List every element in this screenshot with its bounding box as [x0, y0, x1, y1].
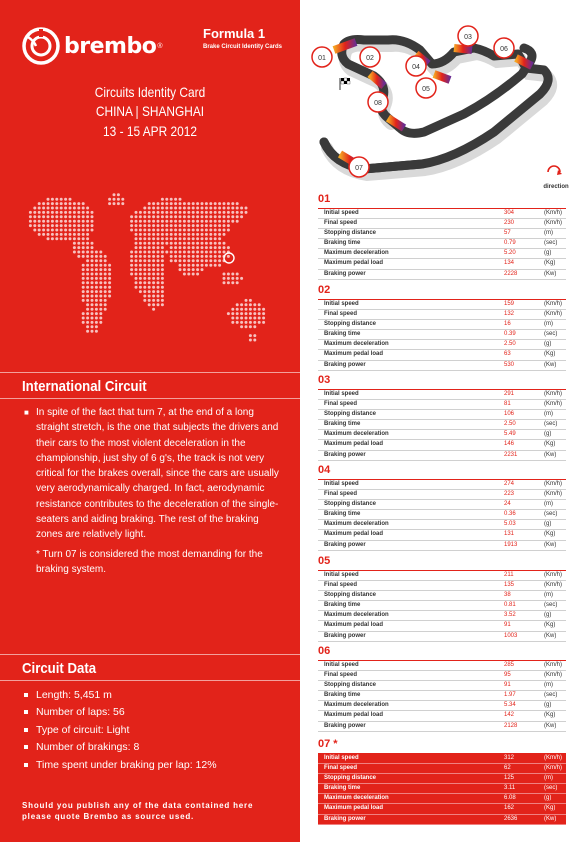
row-value: 142	[504, 712, 515, 719]
data-row	[318, 774, 566, 784]
data-row	[318, 571, 566, 581]
international-circuit-text	[26, 405, 288, 543]
row-value: 2.50	[504, 341, 516, 348]
row-value: 95	[504, 672, 511, 679]
row-unit: (Kw)	[544, 722, 557, 729]
data-row	[318, 310, 566, 320]
circuit-data-item: Length: 5,451 m	[24, 686, 217, 704]
data-row	[318, 410, 566, 420]
row-unit: (Km/h)	[544, 765, 562, 772]
row-unit: (m)	[544, 321, 553, 328]
circuit-data-item: Time spent under braking per lap: 12%	[24, 756, 217, 774]
bullet-icon	[24, 728, 28, 732]
data-row	[318, 249, 566, 259]
brand-name: brembo	[64, 33, 157, 59]
row-label: Braking time	[324, 240, 361, 247]
turn-marker-08	[368, 92, 388, 112]
row-unit: (sec)	[544, 692, 558, 699]
braking-zone-03	[454, 48, 472, 50]
row-value: 5.20	[504, 250, 516, 257]
row-value: 0.79	[504, 240, 516, 247]
row-value: 3.52	[504, 612, 516, 619]
data-row	[318, 239, 566, 249]
svg-text:03: 03	[464, 34, 472, 41]
data-row	[318, 591, 566, 601]
svg-text:02: 02	[366, 55, 374, 62]
row-label: Braking power	[324, 270, 366, 277]
braking-block-4	[318, 464, 566, 551]
row-label: Braking power	[324, 361, 366, 368]
data-row	[318, 681, 566, 691]
turn-marker-06	[494, 38, 514, 58]
row-unit: (Km/h)	[544, 755, 562, 761]
row-value: 134	[504, 260, 515, 267]
brembo-logo	[22, 27, 162, 65]
svg-text:05: 05	[422, 86, 430, 93]
row-label: Final speed	[324, 311, 358, 318]
row-value: 2128	[504, 722, 518, 729]
shanghai-location-marker	[224, 253, 234, 263]
row-label: Braking time	[324, 511, 361, 518]
brembo-mark-icon	[22, 27, 60, 65]
row-value: 2228	[504, 270, 518, 277]
data-row	[318, 754, 566, 764]
row-label: Maximum pedal load	[324, 351, 384, 358]
row-label: Braking time	[324, 331, 361, 338]
data-row	[318, 361, 566, 371]
data-row	[318, 480, 566, 490]
row-unit: (g)	[544, 795, 552, 802]
row-value: 38	[504, 592, 511, 599]
data-row	[318, 320, 566, 330]
row-value: 106	[504, 411, 515, 418]
series-title: Formula 1	[203, 26, 266, 41]
block-rows	[318, 754, 566, 825]
braking-block-7	[318, 738, 566, 825]
bullet-icon	[24, 693, 28, 697]
row-value: 5.03	[504, 521, 516, 528]
row-value: 132	[504, 311, 515, 318]
row-value: 91	[504, 682, 511, 689]
row-label: Final speed	[324, 401, 358, 408]
row-unit: (Kg)	[544, 260, 556, 267]
row-label: Maximum deceleration	[324, 431, 389, 438]
data-row	[318, 794, 566, 804]
block-rows	[318, 390, 566, 461]
block-title: 01	[318, 193, 566, 209]
circuit-track-map	[304, 14, 578, 190]
row-value: 274	[504, 481, 515, 487]
row-unit: (sec)	[544, 421, 558, 428]
row-label: Stopping distance	[324, 682, 377, 689]
block-rows	[318, 661, 566, 732]
row-unit: (sec)	[544, 331, 558, 338]
row-value: 312	[504, 755, 515, 761]
row-unit: (Km/h)	[544, 572, 562, 578]
row-label: Braking power	[324, 815, 366, 822]
direction-label: direction	[543, 184, 569, 190]
circuit-data-item: Type of circuit: Light	[24, 721, 217, 739]
bullet-icon	[24, 710, 28, 714]
block-title: 04	[318, 464, 566, 480]
row-unit: (Kw)	[544, 815, 557, 822]
turn-note: * Turn 07 is considered the most demanding for the braking system.	[36, 549, 263, 576]
data-row	[318, 270, 566, 280]
row-label: Maximum deceleration	[324, 521, 389, 528]
row-label: Stopping distance	[324, 501, 377, 508]
data-row	[318, 722, 566, 732]
row-unit: (Kg)	[544, 441, 556, 448]
row-unit: (g)	[544, 341, 552, 348]
data-row	[318, 440, 566, 450]
row-label: Maximum pedal load	[324, 622, 384, 629]
row-unit: (Kg)	[544, 531, 556, 538]
row-label: Initial speed	[324, 662, 359, 668]
row-label: Braking power	[324, 722, 366, 729]
row-value: 2636	[504, 815, 518, 822]
row-label: Maximum pedal load	[324, 712, 384, 719]
data-row	[318, 581, 566, 591]
data-row	[318, 219, 566, 229]
row-label: Final speed	[324, 582, 358, 589]
row-unit: (Km/h)	[544, 481, 562, 487]
row-label: Stopping distance	[324, 230, 377, 237]
row-label: Maximum pedal load	[324, 805, 384, 812]
row-value: 0.36	[504, 511, 516, 518]
data-row	[318, 420, 566, 430]
block-rows	[318, 480, 566, 551]
row-label: Initial speed	[324, 481, 359, 487]
row-unit: (m)	[544, 501, 553, 508]
row-label: Stopping distance	[324, 411, 377, 418]
row-value: 162	[504, 805, 515, 812]
block-rows	[318, 300, 566, 371]
data-row	[318, 671, 566, 681]
row-unit: (sec)	[544, 602, 558, 609]
row-value: 285	[504, 662, 515, 668]
braking-block-6	[318, 645, 566, 732]
row-value: 223	[504, 491, 515, 498]
row-value: 2231	[504, 451, 518, 458]
data-row	[318, 520, 566, 530]
row-value: 159	[504, 301, 515, 307]
data-row	[318, 541, 566, 551]
row-value: 5.49	[504, 431, 516, 438]
bullet-icon	[24, 763, 28, 767]
row-label: Maximum deceleration	[324, 702, 389, 709]
row-value: 1003	[504, 632, 518, 639]
row-label: Maximum deceleration	[324, 612, 389, 619]
world-map	[22, 182, 278, 352]
row-value: 63	[504, 351, 511, 358]
data-row	[318, 340, 566, 350]
braking-block-3	[318, 374, 566, 461]
row-unit: (Km/h)	[544, 582, 562, 589]
row-value: 3.11	[504, 785, 516, 792]
svg-text:08: 08	[374, 100, 382, 107]
row-label: Initial speed	[324, 210, 359, 216]
intl-paragraph: In spite of the fact that turn 7, at the end of a long straight stretch, is the one that subjects the drivers and their cars to the most violent deceleration in the championship, just shy of 6 g's, the track is not very critical for the brakes overall, since the cars are usually very aerodynamically charged. In fact, aerodynamic resistance contributes to the deceleration of the single-seaters and aiding braking. The rest of the braking zones are relatively light.	[36, 407, 279, 541]
row-unit: (Km/h)	[544, 311, 562, 318]
row-unit: (g)	[544, 250, 552, 257]
data-row	[318, 611, 566, 621]
series-subtitle: Brake Circuit Identity Cards	[203, 44, 283, 50]
row-label: Maximum deceleration	[324, 341, 389, 348]
turn-marker-02	[360, 47, 380, 67]
braking-zone-05	[434, 74, 450, 80]
row-unit: (sec)	[544, 511, 558, 518]
turn-marker-04	[406, 56, 426, 76]
block-title: 02	[318, 284, 566, 300]
data-row	[318, 804, 566, 814]
row-value: 2.50	[504, 421, 516, 428]
data-row	[318, 632, 566, 642]
data-row	[318, 510, 566, 520]
bullet-icon	[24, 745, 28, 749]
row-label: Braking power	[324, 451, 366, 458]
row-label: Maximum pedal load	[324, 441, 384, 448]
row-value: 5.34	[504, 702, 516, 709]
block-title: 07 *	[318, 738, 566, 754]
row-unit: (m)	[544, 411, 553, 418]
start-finish-flag-icon	[340, 78, 350, 90]
data-row	[318, 530, 566, 540]
block-rows	[318, 209, 566, 280]
row-value: 0.39	[504, 331, 516, 338]
data-row	[318, 229, 566, 239]
row-unit: (Km/h)	[544, 301, 562, 307]
row-unit: (Km/h)	[544, 672, 562, 679]
row-unit: (Km/h)	[544, 220, 562, 227]
braking-block-5	[318, 555, 566, 642]
direction-arrow-icon	[548, 166, 562, 175]
row-label: Initial speed	[324, 391, 359, 397]
row-unit: (Kw)	[544, 270, 557, 277]
data-row	[318, 259, 566, 269]
block-title: 06	[318, 645, 566, 661]
row-unit: (Kw)	[544, 632, 557, 639]
row-unit: (Km/h)	[544, 662, 562, 668]
international-circuit-heading: International Circuit	[22, 378, 147, 395]
data-row	[318, 451, 566, 461]
svg-text:01: 01	[318, 55, 326, 62]
card-location: CHINA | SHANGHAI	[95, 103, 205, 119]
block-rows	[318, 571, 566, 642]
data-row	[318, 711, 566, 721]
row-label: Maximum deceleration	[324, 795, 389, 802]
divider	[0, 398, 300, 399]
row-unit: (Kg)	[544, 622, 556, 629]
row-unit: (Kw)	[544, 541, 557, 548]
row-value: 125	[504, 775, 515, 782]
data-row	[318, 209, 566, 219]
row-value: 131	[504, 531, 515, 538]
row-unit: (g)	[544, 521, 552, 528]
data-row	[318, 350, 566, 360]
svg-text:06: 06	[500, 46, 508, 53]
row-unit: (Km/h)	[544, 391, 562, 397]
data-row	[318, 691, 566, 701]
data-row	[318, 661, 566, 671]
row-label: Maximum pedal load	[324, 260, 384, 267]
data-row	[318, 764, 566, 774]
turn-marker-07	[349, 157, 369, 177]
row-value: 24	[504, 501, 511, 508]
data-row	[318, 390, 566, 400]
block-title: 03	[318, 374, 566, 390]
row-unit: (Kg)	[544, 805, 556, 812]
row-value: 530	[504, 361, 515, 368]
row-label: Maximum pedal load	[324, 531, 384, 538]
row-unit: (m)	[544, 775, 553, 782]
row-unit: (Kg)	[544, 351, 556, 358]
row-value: 135	[504, 582, 515, 589]
row-value: 1913	[504, 541, 518, 548]
registered-mark: ®	[157, 42, 163, 50]
row-value: 91	[504, 622, 511, 629]
data-row	[318, 490, 566, 500]
row-label: Initial speed	[324, 301, 359, 307]
data-row	[318, 430, 566, 440]
row-label: Stopping distance	[324, 775, 377, 782]
row-value: 6.08	[504, 795, 516, 802]
row-value: 1.97	[504, 692, 516, 699]
turn-marker-03	[458, 26, 478, 46]
row-value: 146	[504, 441, 515, 448]
data-row	[318, 621, 566, 631]
row-value: 291	[504, 391, 515, 397]
row-label: Initial speed	[324, 572, 359, 578]
row-value: 57	[504, 230, 511, 237]
row-value: 304	[504, 210, 515, 216]
row-label: Stopping distance	[324, 321, 377, 328]
row-label: Initial speed	[324, 755, 359, 761]
svg-text:04: 04	[412, 64, 420, 71]
row-value: 62	[504, 765, 511, 772]
data-row	[318, 500, 566, 510]
row-unit: (sec)	[544, 785, 558, 792]
circuit-data-item: Number of laps: 56	[24, 704, 217, 722]
data-row	[318, 300, 566, 310]
turn-marker-01	[312, 47, 332, 67]
row-unit: (Kw)	[544, 451, 557, 458]
svg-text:07: 07	[355, 165, 363, 172]
row-unit: (m)	[544, 592, 553, 599]
row-unit: (Km/h)	[544, 491, 562, 498]
data-row	[318, 400, 566, 410]
row-unit: (g)	[544, 431, 552, 438]
row-label: Maximum deceleration	[324, 250, 389, 257]
row-label: Final speed	[324, 220, 358, 227]
data-row	[318, 330, 566, 340]
card-dates: 13 - 15 APR 2012	[103, 123, 197, 139]
divider	[0, 654, 300, 655]
row-value: 16	[504, 321, 511, 328]
row-unit: (g)	[544, 702, 552, 709]
circuit-data-item: Number of brakings: 8	[24, 739, 217, 757]
row-label: Braking time	[324, 692, 361, 699]
block-title: 05	[318, 555, 566, 571]
bullet-icon: ■	[24, 408, 29, 417]
row-label: Stopping distance	[324, 592, 377, 599]
braking-block-1	[318, 193, 566, 280]
row-value: 230	[504, 220, 515, 227]
data-row	[318, 701, 566, 711]
row-label: Braking time	[324, 785, 361, 792]
turn-marker-05	[416, 78, 436, 98]
row-value: 0.81	[504, 602, 516, 609]
row-unit: (m)	[544, 230, 553, 237]
row-label: Braking time	[324, 421, 361, 428]
row-label: Final speed	[324, 672, 358, 679]
circuit-data-heading: Circuit Data	[22, 660, 97, 677]
row-value: 211	[504, 572, 514, 578]
circuit-data-list	[24, 686, 217, 774]
row-unit: (m)	[544, 682, 553, 689]
divider	[0, 372, 300, 373]
row-unit: (Km/h)	[544, 210, 562, 216]
row-label: Braking time	[324, 602, 361, 609]
data-row	[318, 815, 566, 825]
data-row	[318, 784, 566, 794]
row-unit: (Kw)	[544, 361, 557, 368]
divider	[0, 680, 300, 681]
row-label: Braking power	[324, 541, 366, 548]
braking-block-2	[318, 284, 566, 371]
row-unit: (Km/h)	[544, 401, 562, 408]
row-label: Final speed	[324, 491, 358, 498]
row-unit: (Kg)	[544, 712, 556, 719]
row-unit: (sec)	[544, 240, 558, 247]
data-row	[318, 601, 566, 611]
card-title: Circuits Identity Card	[94, 84, 206, 100]
row-label: Final speed	[324, 765, 358, 772]
source-quote: Should you publish any of the data contained here please quote Brembo as source used.	[22, 801, 254, 821]
row-value: 81	[504, 401, 511, 408]
row-label: Braking power	[324, 632, 366, 639]
row-unit: (g)	[544, 612, 552, 619]
